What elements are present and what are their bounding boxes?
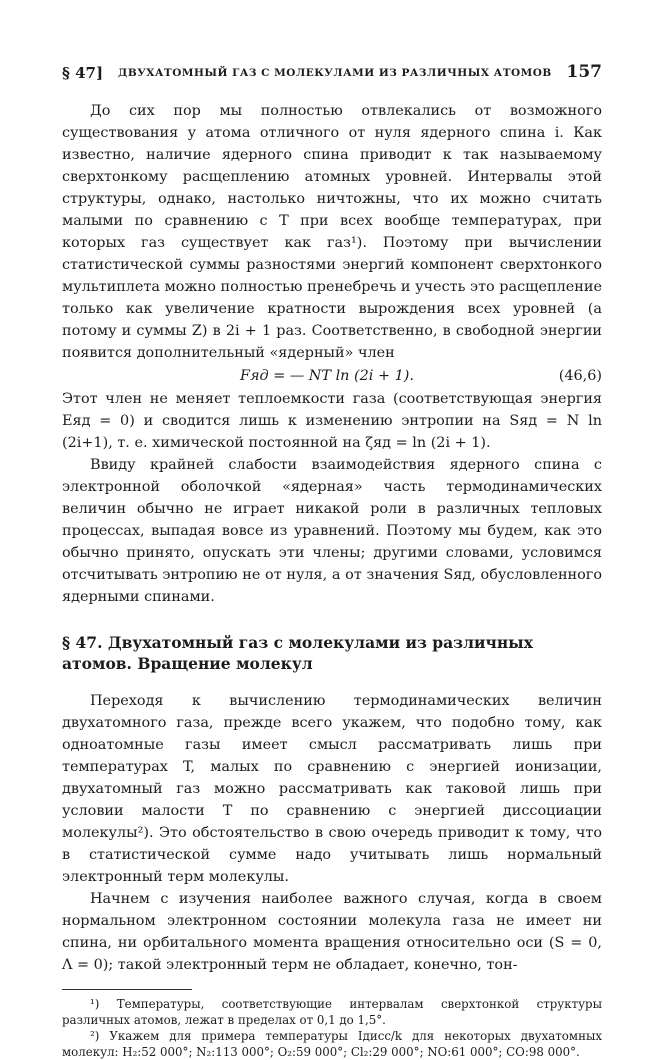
formula-block [62, 364, 602, 388]
paragraph-diatomic-gas: Переходя к вычислению термодинамических величин двухатомного газа, прежде всего укажем, что подобно тому, как одноатомные газы имеет смысл рассматривать лишь при температурах T, малых по сравнению с энергией ионизации, двухатомный газ можно рассматривать как таковой лишь при условии малости T по сравнению с энергией диссоциации молекулы²). Это обстоятельство в свою очередь приводит к тому, что в статистической сумме надо учитывать лишь нормальный электронный терм молекулы. [62, 693, 602, 885]
running-head [62, 60, 602, 88]
header-title: ДВУХАТОМНЫЙ ГАЗ С МОЛЕКУЛАМИ ИЗ РАЗЛИЧНЫХ АТОМОВ [118, 67, 552, 79]
section-heading: § 47. Двухатомный газ с молекулами из различных атомов. Вращение молекул [62, 633, 533, 673]
page-number: 157 [566, 62, 602, 82]
footnote-1: ¹) Температуры, соответствующие интервалам сверхтонкой структуры различных атомов, лежат в пределах от 0,1 до 1,5°. [62, 997, 602, 1027]
paragraph-hyperfine: До сих пор мы полностью отвлекались от возможного существования у атома отличного от нуля ядерного спина i. Как известно, наличие ядерного спина приводит к так называемому сверхтонкому расщеплению атомных уровней. Интервалы этой структуры, однако, настолько ничтожны, что их можно считать малыми по сравнению с T при всех вообще температурах, при которых газ существует как газ¹). Поэтому при вычислении статистической суммы разностями энергий компонент сверхтонкого мультиплета можно полностью пренебречь и учесть это расщепление только как увеличение кратности вырождения всех уровней (а потому и суммы Z) в 2i + 1 раз. Соответственно, в свободной энергии появится дополнительный «ядерный» член [62, 103, 602, 361]
footnote-2: ²) Укажем для примера температуры Iдисс/k для некоторых двухатомных молекул: H₂:52 000°; N₂:113 000°; O₂:59 000°; Cl₂:29 000°; NO:61 000°; CO:98 000°. [62, 1029, 602, 1059]
equation-number: (46,6) [558, 368, 602, 384]
paragraph-electronic-state: Начнем с изучения наиболее важного случая, когда в своем нормальном электронном состоянии молекула газа не имеет ни спина, ни орбитального момента вращения относительно оси (S = 0, Λ = 0); такой электронный терм не обладает, конечно, тон- [62, 891, 602, 973]
header-section-ref: § 47] [62, 64, 104, 82]
paragraph-nuclear-spin: Ввиду крайней слабости взаимодействия ядерного спина с электронной оболочкой «ядерная» часть термодинамических величин обычно не играет никакой роли в различных тепловых процессах, выпадая вовсе из уравнений. Поэтому мы будем, как это обычно принято, опускать эти члены; другими словами, условимся отсчитывать энтропию не от нуля, а от значения Sяд, обусловленного ядерными спинами. [62, 457, 602, 605]
footnote-divider [62, 989, 192, 990]
formula-nuclear-free-energy: Fяд = — NT ln (2i + 1). [240, 368, 414, 384]
paragraph-entropy: Этот член не меняет теплоемкости газа (соответствующая энергия Eяд = 0) и сводится лишь к изменению энтропии на Sяд = N ln (2i+1), т. е. химической постоянной на ζяд = ln (2i + 1). [62, 391, 602, 451]
page [62, 60, 602, 1060]
